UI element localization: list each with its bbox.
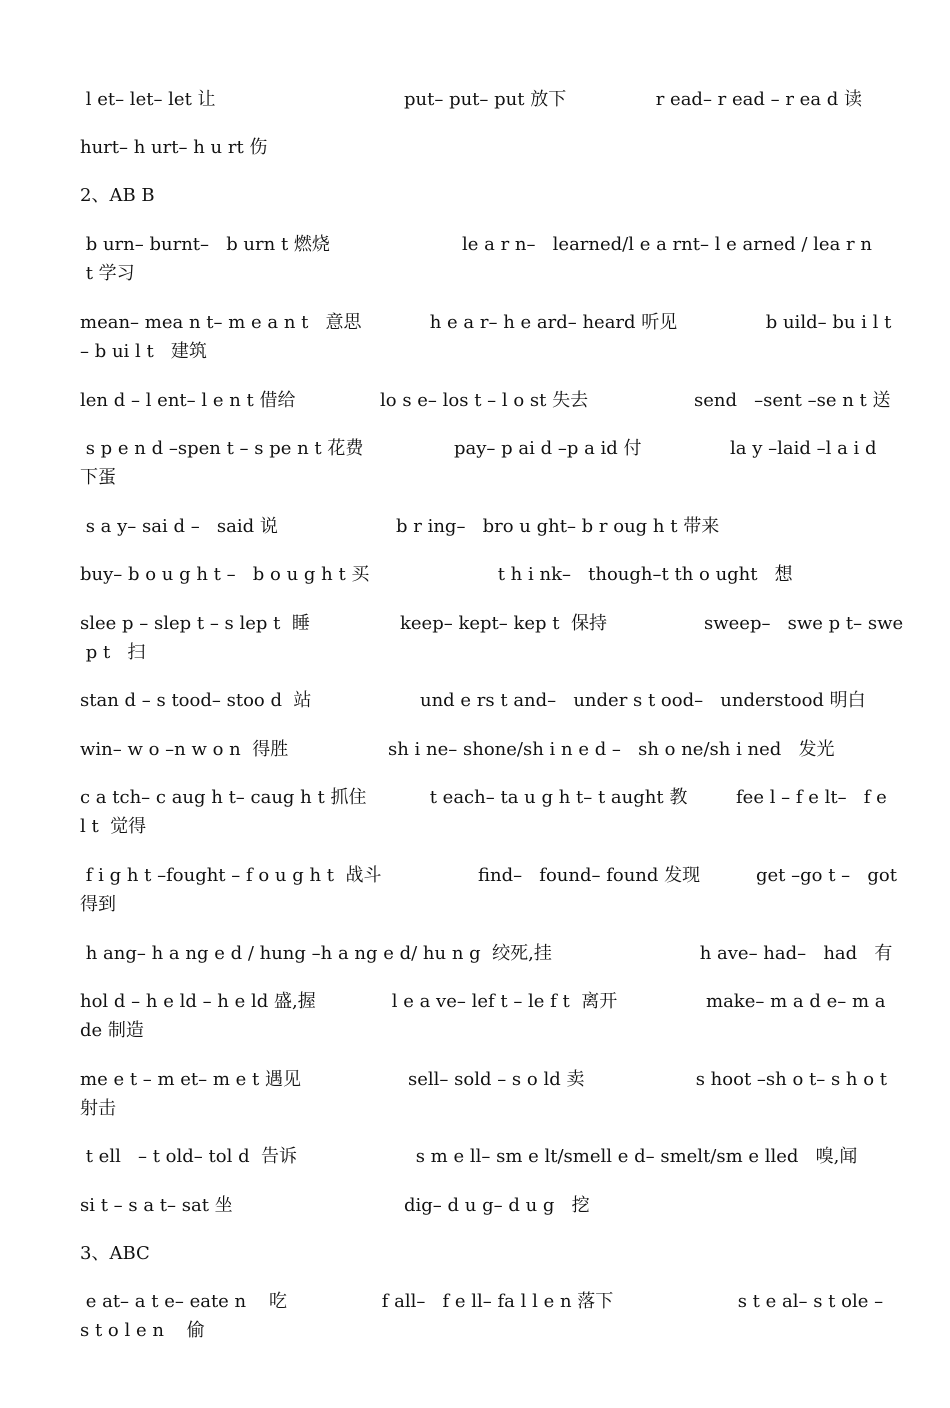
verb-entry: len d – l ent– l e n t 借给	[80, 390, 296, 411]
text-line-continuation: 射击	[80, 1098, 116, 1119]
verb-entry: la y –laid –l a i d	[730, 438, 877, 459]
verb-entry: le a r n– learned/l e a rnt– l e arned / lea r n	[462, 234, 872, 255]
verb-entry: b urn– burnt– b urn t 燃烧	[80, 234, 330, 255]
verb-entry: fee l – f e lt– f e	[736, 787, 887, 808]
text-line	[80, 86, 910, 114]
text-line	[80, 387, 910, 415]
verb-entry: make– m a d e– m a	[706, 991, 886, 1012]
verb-entry: sell– sold – s o ld 卖	[408, 1069, 585, 1090]
text-line-continuation: 下蛋	[80, 467, 116, 488]
text-line	[80, 1288, 910, 1316]
verb-entry: find– found– found 发现	[478, 865, 701, 886]
verb-entry: h ave– had– had 有	[694, 943, 893, 964]
text-line	[80, 561, 910, 589]
verb-entry: keep– kept– kep t 保持	[400, 613, 607, 634]
text-line	[80, 1143, 910, 1171]
verb-entry: c a tch– c aug h t– caug h t 抓住	[80, 787, 367, 808]
verb-entry: stan d – s tood– stoo d 站	[80, 690, 312, 711]
verb-entry: 3、ABC	[80, 1243, 150, 1264]
text-line	[80, 736, 910, 764]
verb-entry: l et– let– let 让	[80, 89, 216, 110]
text-line	[80, 309, 910, 337]
verb-entry: f all– f e ll– fa l l e n 落下	[376, 1291, 614, 1312]
verb-entry: hol d – h e ld – h e ld 盛,握	[80, 991, 316, 1012]
text-line-continuation: p t 扫	[80, 642, 146, 663]
text-line	[80, 513, 910, 541]
verb-entry: dig– d u g– d u g 挖	[404, 1195, 590, 1216]
verb-entry: l e a ve– lef t – le f t 离开	[386, 991, 618, 1012]
text-line	[80, 988, 910, 1016]
text-line	[80, 231, 910, 259]
text-line	[80, 435, 910, 463]
verb-entry: get –go t – got	[756, 865, 897, 886]
text-line-continuation: s t o l e n 偷	[80, 1320, 205, 1341]
verb-entry: lo s e– los t – l o st 失去	[380, 390, 589, 411]
verb-entry: h e a r– h e ard– heard 听见	[424, 312, 678, 333]
text-line	[80, 134, 910, 162]
verb-entry: send –sent –se n t 送	[694, 390, 891, 411]
verb-entry: r ead– r ead – r ea d 读	[650, 89, 863, 110]
verb-entry: t ell – t old– tol d 告诉	[80, 1146, 298, 1167]
verb-entry: e at– a t e– eate n 吃	[80, 1291, 288, 1312]
text-line-continuation: t 学习	[80, 263, 135, 284]
text-line	[80, 862, 910, 890]
text-line	[80, 784, 910, 812]
text-line	[80, 1066, 910, 1094]
verb-entry: hurt– h urt– h u rt 伤	[80, 137, 268, 158]
verb-entry: sweep– swe p t– swe	[704, 613, 904, 634]
verb-entry: buy– b o u g h t – b o u g h t 买	[80, 564, 370, 585]
verb-entry: me e t – m et– m e t 遇见	[80, 1069, 302, 1090]
text-line	[80, 1240, 910, 1268]
text-line	[80, 182, 910, 210]
verb-entry: h ang– h a ng e d / hung –h a ng e d/ hu n g 绞死,挂	[80, 943, 552, 964]
text-line	[80, 687, 910, 715]
verb-entry: f i g h t –fought – f o u g h t 战斗	[80, 865, 382, 886]
text-line	[80, 1192, 910, 1220]
verb-entry: s a y– sai d – said 说	[80, 516, 278, 537]
verb-entry: s t e al– s t ole –	[732, 1291, 884, 1312]
verb-entry: t each– ta u g h t– t aught 教	[424, 787, 688, 808]
verb-entry: und e rs t and– under s t ood– understood 明白	[420, 690, 866, 711]
verb-entry: pay– p ai d –p a id 付	[454, 438, 642, 459]
verb-entry: b uild– bu i l t	[760, 312, 892, 333]
verb-entry: slee p – slep t – s lep t 睡	[80, 613, 310, 634]
verb-entry: put– put– put 放下	[404, 89, 567, 110]
verb-entry: s hoot –sh o t– s h o t	[690, 1069, 888, 1090]
text-line-continuation: de 制造	[80, 1020, 144, 1041]
verb-entry: win– w o –n w o n 得胜	[80, 739, 289, 760]
text-line	[80, 940, 910, 968]
verb-entry: 2、AB B	[80, 185, 155, 206]
text-line-continuation: l t 觉得	[80, 816, 147, 837]
verb-entry: sh i ne– shone/sh i n e d – sh o ne/sh i ned 发光	[388, 739, 835, 760]
verb-entry: t h i nk– though–t th o ught 想	[492, 564, 793, 585]
text-line	[80, 610, 910, 638]
verb-entry: s p e n d –spen t – s pe n t 花费	[80, 438, 364, 459]
text-line-continuation: – b ui l t 建筑	[80, 341, 207, 362]
verb-entry: b r ing– bro u ght– b r oug h t 带来	[396, 516, 720, 537]
verb-entry: mean– mea n t– m e a n t 意思	[80, 312, 362, 333]
verb-entry: s m e ll– sm e lt/smell e d– smelt/sm e lled 嗅,闻	[410, 1146, 858, 1167]
text-line-continuation: 得到	[80, 894, 116, 915]
verb-entry: si t – s a t– sat 坐	[80, 1195, 233, 1216]
